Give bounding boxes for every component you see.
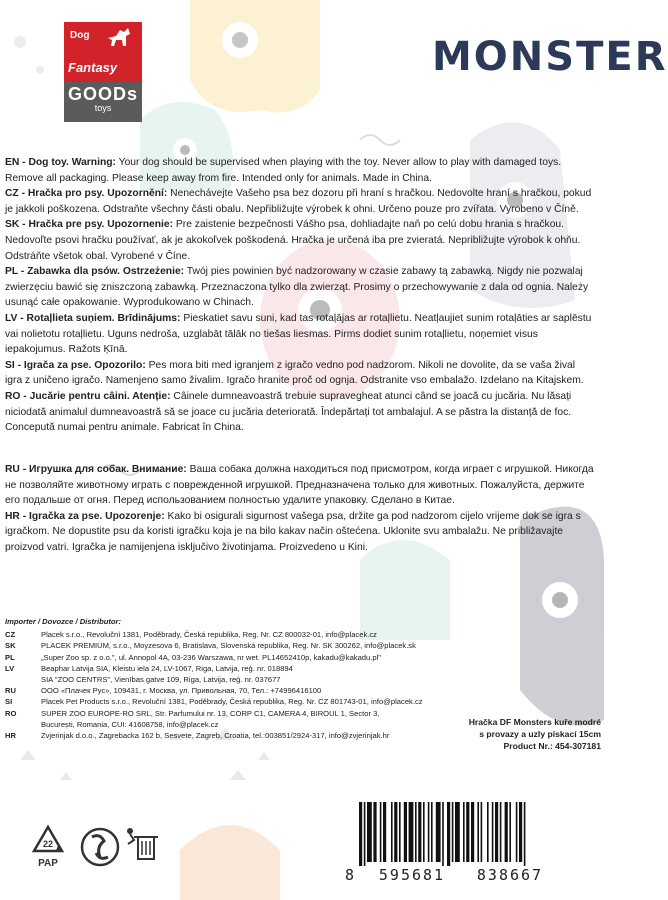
barcode-digit-group: 595681 <box>378 866 446 884</box>
warning-paragraph-ro <box>5 389 595 436</box>
barcode-bar <box>428 802 430 862</box>
barcode-bar <box>505 802 508 862</box>
green-dot-icon <box>82 829 118 865</box>
importer-row <box>5 708 425 719</box>
barcode-number <box>345 866 560 884</box>
barcode-bar <box>442 802 444 866</box>
barcode-digit-group: 8 <box>345 866 357 884</box>
recycling-symbols <box>28 823 168 883</box>
recycle-material: PAP <box>38 858 58 869</box>
warning-heading: EN - Dog toy. Warning: <box>5 157 116 168</box>
warning-paragraph-hr <box>5 509 595 556</box>
warning-heading: PL - Zabawka dla psów. Ostrzeżenie: <box>5 266 185 278</box>
barcode-bar <box>481 802 483 862</box>
barcode-bar <box>418 802 421 862</box>
importer-row <box>5 663 425 674</box>
warning-text: Pes mora biti med igranjem z igračo vedno pod nadzorom. Nikoli ne dovolite, da se vaša žival igra z uničeno igračo. Namenjeno samo živalim. Igračo hranite proč od ognja. Odstranite vso embalažo. Izdelano na Kitajskem. <box>5 359 584 387</box>
barcode-bar <box>524 802 526 866</box>
barcode-bar <box>367 802 372 862</box>
warning-heading: RU - Игрушка для собак. Внимание: <box>5 464 187 475</box>
warning-paragraph-sk <box>5 217 595 264</box>
importer-address: Placek Pet Products s.r.o., Revoluční 1381, Poděbrady, Česká republika, Reg. Nr. CZ 801743-01, info@placek.cz <box>41 697 423 707</box>
barcode-bar <box>364 802 366 866</box>
warning-heading: CZ - Hračka pro psy. Upozornění: <box>5 188 168 200</box>
importer-address: ООО «Плачек Рус», 109431, г. Москва, ул. Привольная, 70, Тел.: +74996416100 <box>41 686 322 696</box>
importer-country-code: LV <box>5 663 15 673</box>
warning-text: Kako bi osigurali sigurnost vašega psa, držite ga pod nadzorom cijelo vrijeme dok se igra s igračkom. Ne dopustite psu da koristi igračku koja je na bilo kakav način oštećena. Uklonite svu ambalažu. Ne približavajte proizvod vatri. Igračka je namijenjena isključivo životinjama. Proizvedeno u Kini. <box>5 510 581 553</box>
importers-title: Importer / Dovozce / Distributor: <box>5 617 122 626</box>
importer-row <box>5 719 425 730</box>
product-name-line2: s provazy a uzly pískací 15cm <box>479 729 601 739</box>
warning-paragraph-cz <box>5 186 595 217</box>
barcode-bar <box>466 802 469 862</box>
warning-text: Twój pies powinien być nadzorowany w czasie zabawy tą zabawką. Nigdy nie pozwalaj zwierzęciu bawić się zniszczoną zabawką. Przeznaczona tylko dla zwierząt. Prosimy o przechowywanie z dala od ognia. Należy usunąć całe opakowanie. Wyprodukowano w Chinach. <box>5 266 589 309</box>
barcode-bar <box>391 802 393 862</box>
importer-country-code <box>5 719 41 730</box>
barcode-bar <box>455 802 460 862</box>
warning-paragraph-pl <box>5 264 595 311</box>
warning-text: Câinele dumneavoastră trebuie supravegheat atunci când se joacă cu jucăria. Nu lăsați niciodată animalul dumneavoastră să se joace cu jucăria deteriorată. Îndepărtați tot ambalajul. A se păstra la distanță de foc. Concepută numai pentru animale. Fabricat în China. <box>5 390 572 434</box>
importer-country-code: RO <box>5 708 17 718</box>
importer-row <box>5 685 425 696</box>
logo-text-goods: GOODs <box>67 84 138 104</box>
logo-text-dog: Dog <box>70 30 90 41</box>
barcode-bar <box>436 802 441 862</box>
warning-paragraph-ru <box>5 462 595 509</box>
warning-heading: SK - Hračka pre psy. Upozornenie: <box>5 219 174 231</box>
importers-list <box>5 616 425 741</box>
product-name-line1: Hračka DF Monsters kuře modré <box>468 717 601 727</box>
barcode-bar <box>495 802 498 862</box>
importer-country-code: SK <box>5 641 16 651</box>
product-info <box>425 716 601 752</box>
warning-heading: SI - Igrača za pse. Opozorilo: <box>5 359 146 371</box>
importer-address: București, Romania, CUI: 41608758, info@placek.cz <box>41 719 219 729</box>
warning-text: Nenechávejte Vašeho psa bez dozoru při hraní s hračkou. Nedovolte hraní s hračkou, pokud je jakkoli poškozena. Odstraňte všechny části obalu. Nepřibližujte výrobek k ohni. Určeno pouze pro zvířata. Vyrobeno v Číně. <box>5 188 592 215</box>
warning-heading: HR - Igračka za pse. Upozorenje: <box>5 510 165 522</box>
warning-text: Pieskatiet savu suni, kad tas rotaļājas ar rotaļlietu. Neatļaujiet sunim rotaļāties ar saplēstu vai nolietotu rotaļlietu. Uguns nedroša, uzglabāt tālāk no tiešas liesmas. Pirms dodiet sunim rotaļlietu, noņemiet visus iepakojumus. Ražots Ķīnā. <box>5 312 592 356</box>
barcode-bar <box>380 802 382 862</box>
barcode-bar <box>500 802 502 862</box>
importer-row <box>5 629 425 640</box>
barcode-bar <box>452 802 454 862</box>
barcode-bar <box>415 802 417 862</box>
importer-country-code: PL <box>5 652 15 662</box>
barcode-bar <box>516 802 518 862</box>
monster-brand-title: MONSTER <box>432 34 668 80</box>
barcode-bar <box>471 802 474 862</box>
warning-text: Your dog should be supervised when playing with the toy. Never allow to play with damaged toys. Remove all packaging. Please keep away from fire. Intended only for animals. Made in China. <box>5 157 562 184</box>
importer-address: PLACEK PREMIUM, s.r.o., Moyzesova 6, Bratislava, Slovenská republika, Reg. Nr. SK 300262, info@placek.sk <box>41 641 416 651</box>
barcode-bar <box>423 802 425 862</box>
warning-text: Ваша собака должна находиться под присмотром, когда играет с игрушкой. Никогда не позволяйте животному играть с поврежденной игрушкой. Предназначена только для животных. Пожалуйста, держите его подальше от огня. Перед использованием полностью удалите упаковку. Сделано в Китае. <box>5 464 594 507</box>
barcode-bar <box>394 802 397 862</box>
importer-row <box>5 696 425 707</box>
tidyman-bin-icon <box>127 828 158 859</box>
warnings-block-2 <box>5 462 595 556</box>
importer-row <box>5 640 425 651</box>
warning-heading: RO - Jucărie pentru câini. Atenție: <box>5 390 171 402</box>
importer-address: Beaphar Latvija SIA, Kleistu iela 24, LV-1067, Riga, Latvija, reģ. nr. 018894 <box>41 663 293 673</box>
logo-text-toys: toys <box>94 103 112 113</box>
warning-paragraph-lv <box>5 311 595 358</box>
importer-country-code: CZ <box>5 630 16 640</box>
logo-red-panel <box>64 22 142 82</box>
importer-address: „Super Zoo sp. z o.o.", ul. Annopol 4A, 03-236 Warszawa, nr wet. PL14652410p, kakadu@kakadu.pl" <box>41 652 381 662</box>
barcode-bar <box>383 802 386 862</box>
importer-address: SUPER ZOO EUROPE-RO SRL, Str. Parfumului nr. 13, CORP C1, CAMERA 4, BIROUL 1, Sector 3, <box>41 708 380 718</box>
importer-address: Placek s.r.o., Revoluční 1381, Poděbrady, Česká republika, Reg. Nr. CZ 800032-01, info@placek.cz <box>41 630 377 640</box>
barcode-digit-group: 838667 <box>476 866 544 884</box>
barcode-bars <box>345 800 560 866</box>
recycling-svg <box>28 823 178 883</box>
warning-paragraph-en <box>5 155 595 186</box>
dog-silhouette-icon <box>106 26 134 48</box>
importer-country-code: SI <box>5 697 13 707</box>
dog-fantasy-logo <box>64 22 142 132</box>
barcode-bar <box>431 802 433 862</box>
barcode-bar <box>373 802 376 862</box>
product-number: Product Nr.: 454-307181 <box>503 741 601 751</box>
barcode-bar <box>519 802 522 862</box>
warnings-block-1 <box>5 155 595 436</box>
barcode-bar <box>463 802 465 862</box>
logo-text-fantasy: Fantasy <box>68 60 118 75</box>
barcode-bar <box>477 802 479 862</box>
barcode-bar <box>399 802 401 862</box>
warning-heading: LV - Rotaļlieta suņiem. Brīdinājums: <box>5 312 181 324</box>
warning-paragraph-si <box>5 358 595 389</box>
importer-address: SIA "ZOO CENTRS", Vienības gatve 109, Riga, Latvija, reģ. nr. 037677 <box>41 675 281 685</box>
barcode-bar <box>409 802 414 862</box>
ean-barcode <box>345 800 560 885</box>
barcode-bar <box>404 802 407 862</box>
importer-country-code: HR <box>5 731 16 741</box>
importer-row <box>5 652 425 663</box>
logo-goods-panel <box>64 82 142 122</box>
recycle-code: 22 <box>42 839 54 849</box>
importer-country-code <box>5 674 41 685</box>
importer-row <box>5 730 425 741</box>
warning-text: Pre zaistenie bezpečnosti Vášho psa, dohliadajte naň po celú dobu hrania s hračkou. Nedovoľte psovi hračku používať, ak je akokoľvek poškodená. Hračka je určená iba pre zvieratá. Nepribližujte výrobok k ohňu. Odstráňte všetok obal. Vyrobené v Číne. <box>5 219 581 262</box>
importer-address: Zvjerinjak d.o.o., Zagrebacka 162 b, Sesvete, Zagreb, Croatia, tel.:003851/2924-317, info@zvjerinjak.hr <box>41 731 390 741</box>
barcode-bar <box>492 802 494 862</box>
barcode-bar <box>487 802 489 862</box>
barcode-bar <box>509 802 511 862</box>
barcode-bar <box>359 802 362 866</box>
importer-country-code: RU <box>5 686 16 696</box>
importer-row <box>5 674 425 685</box>
barcode-bar <box>447 802 450 866</box>
